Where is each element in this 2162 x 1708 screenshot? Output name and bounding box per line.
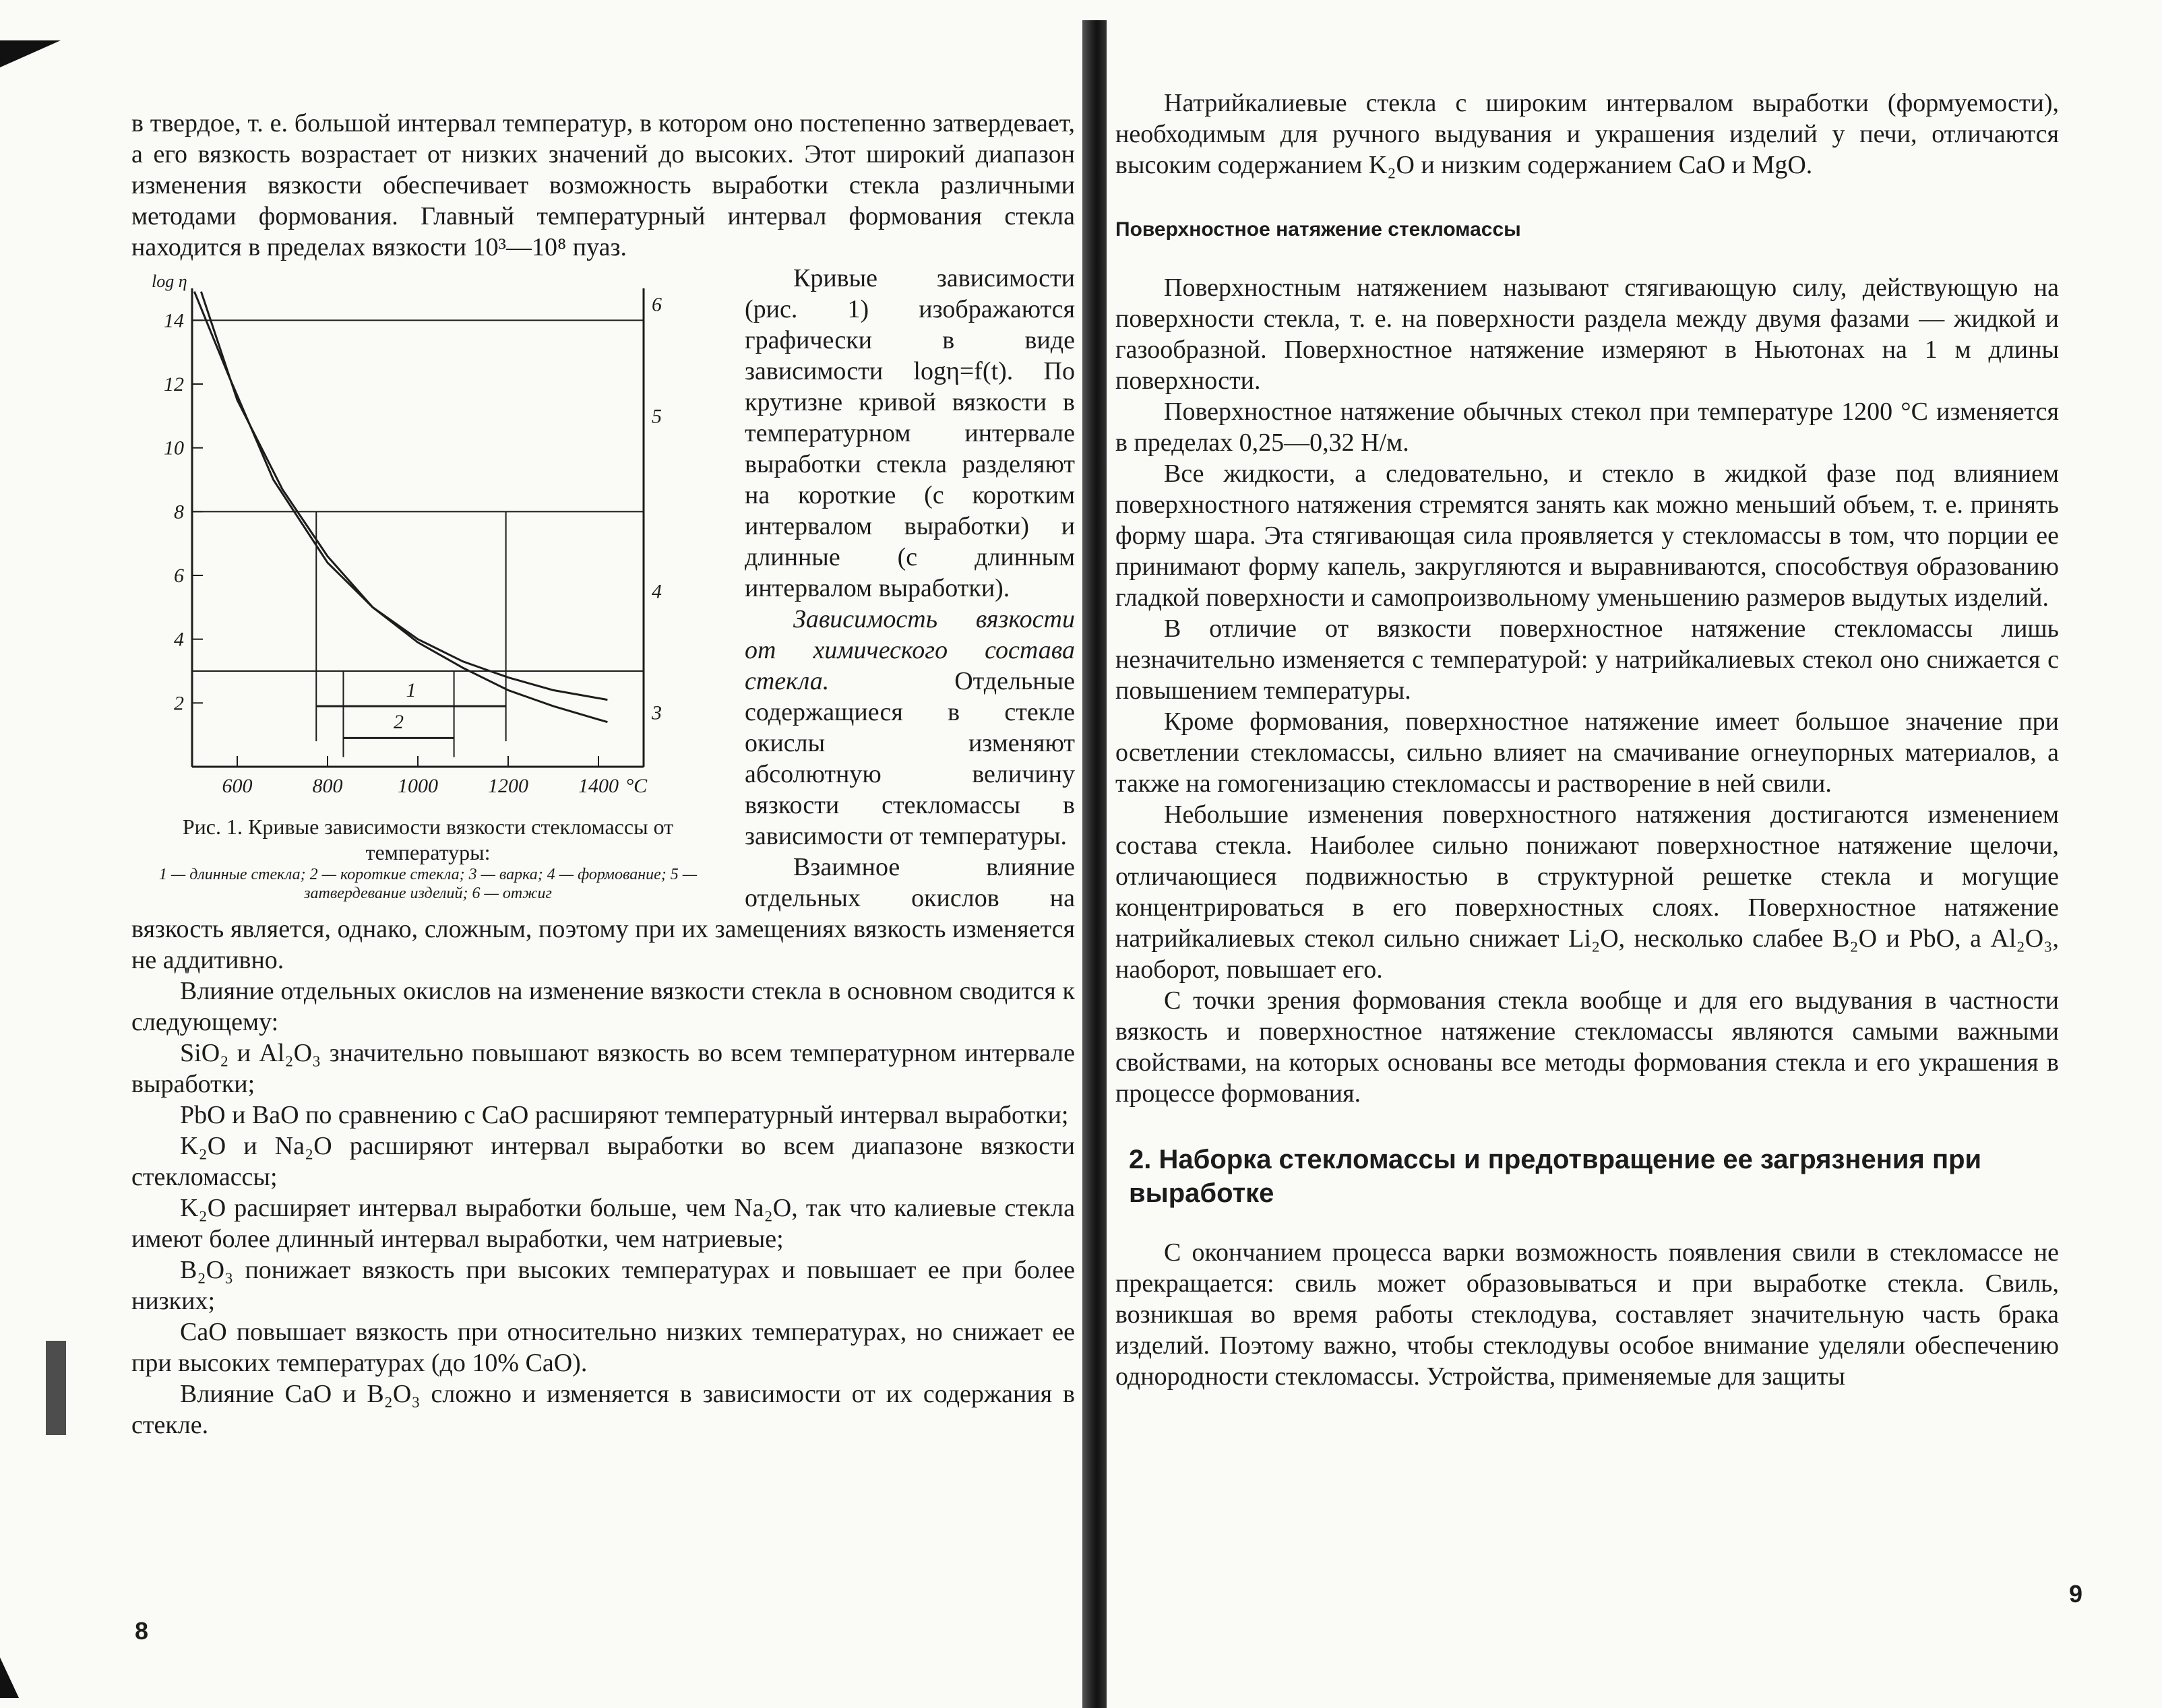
paragraph-pbo: PbO и BaO по сравнению с CaO расширяют температурный интервал выработки; — [180, 1101, 1069, 1129]
paragraph-natrikal: Натрийкалиевые стекла с широким интервалом выработки (формуемости), необходимым для ручного выдувания и украшения изделий у печи, отличаются высоким содержанием K₂O и низким содержанием CaO и MgO. — [1115, 89, 2059, 179]
figure-caption: Рис. 1. Кривые зависимости вязкости стекломассы от температуры: — [182, 815, 674, 864]
x-axis-unit-label: °C — [625, 775, 648, 797]
paragraph-cao: CaO повышает вязкость при относительно низких температурах, но снижает ее при высоких температурах (до 10% CaO). — [131, 1318, 1075, 1377]
x-tick-label: 1200 — [488, 775, 528, 797]
x-tick-label: 1000 — [398, 775, 438, 797]
y-axis-label: log η — [152, 272, 187, 291]
viscosity-chart — [131, 268, 718, 814]
paragraph-sio2: SiO₂ и Al₂O₃ значительно повышают вязкость во всем температурном интервале выработки; — [131, 1039, 1075, 1098]
y-tick-label: 10 — [164, 437, 184, 460]
page-number-right: 9 — [2069, 1580, 2083, 1608]
heading-section-2: 2. Наборка стекломассы и предотвращение ее загрязнения при выработке — [1129, 1145, 1982, 1208]
zone-label-4: 4 — [652, 580, 662, 603]
scan-corner-mark — [0, 40, 61, 67]
paragraph-surface-5: Кроме формования, поверхностное натяжение имеет большое значение при осветлении стекломассы, сильно влияет на смачивание огнеупорных материалов, а также на гомогенизацию стекломассы и растворение в ней свили. — [1115, 707, 2059, 798]
paragraph-surface-2: Поверхностное натяжение обычных стекол при температуре 1200 °C изменяется в пределах 0,25—0,32 Н/м. — [1115, 398, 2059, 457]
y-tick-label: 8 — [174, 501, 184, 524]
series-line-2 — [194, 292, 607, 722]
paragraph-surface-1: Поверхностным натяжением называют стягивающую силу, действующую на поверхности стекла, т. е. на поверхности раздела между двумя фазами — жидкой и газообразной. Поверхностное натяжение измеряют в Ньютонах на 1 м длины поверхности. — [1115, 274, 2059, 395]
y-tick-label: 4 — [174, 628, 184, 651]
italic-heading-chemical: Зависимость вязкости от химического состава стекла. — [745, 605, 1075, 695]
y-tick-label: 14 — [164, 309, 184, 332]
paragraph-surface-4: В отличие от вязкости поверхностное натяжение стекломассы лишь незначительно изменяется с температурой: у натрийкалиевых стекол оно снижается с повышением температуры. — [1115, 614, 2059, 705]
left-page — [131, 108, 1075, 1441]
x-tick-label: 800 — [312, 775, 343, 797]
paragraph-chemical-rest: Отдельные содержащиеся в стекле окислы изменяют абсолютную величину вязкости стекломассы в зависимости от температуры. — [745, 667, 1075, 850]
book-spine — [1082, 20, 1107, 1708]
y-tick-label: 6 — [174, 565, 184, 587]
paragraph-b2o3: B₂O₃ понижает вязкость при высоких температурах и повышает ее при более низких; — [131, 1256, 1075, 1315]
y-tick-label: 12 — [164, 373, 184, 396]
zone-label-3: 3 — [652, 701, 662, 724]
interval-label-1: 1 — [406, 678, 416, 701]
paragraph-k2o: K₂O расширяет интервал выработки больше, чем Na₂O, так что калиевые стекла имеют более длинный интервал выработки, чем натриевые; — [131, 1194, 1075, 1253]
paragraph-intro-1: в твердое, т. е. большой интервал температур, в котором оно постепенно затвердевает, а его вязкость возрастает от низких значений до высоких. Этот широкий диапазон изменения вязкости обеспечивает возможность выработки стекла различными методами формования. Главный температурный интервал формования стекла находится в пределах вязкости 10³—10⁸ пуаз. — [131, 109, 1075, 261]
paragraph-k2o-na2o: K₂O и Na₂O расширяют интервал выработки во всем диапазоне вязкости стекломассы; — [131, 1132, 1075, 1191]
zone-label-5: 5 — [652, 405, 662, 428]
x-tick-label: 600 — [222, 775, 253, 797]
y-tick-label: 2 — [174, 692, 184, 715]
page-number-left: 8 — [135, 1617, 149, 1645]
interval-label-2: 2 — [394, 711, 404, 734]
paragraph-curves: Кривые зависимости (рис. 1) изображаются графически в виде зависимости logη=f(t). По крутизне кривой вязкости в температурном интервале выработки стекла разделяют на короткие (с коротким интервалом выработки) и длинные (с длинным интервалом выработки). — [745, 264, 1075, 602]
heading-surface-tension: Поверхностное натяжение стекломассы — [1115, 218, 1521, 241]
paragraph-surface-3: Все жидкости, а следовательно, и стекло в жидкой фазе под влиянием поверхностного натяжения стремятся занять как можно меньший объем, т. е. принять форму шара. Эта стягивающая сила проявляется у стекломассы в том, что порции ее принимают форму капель, закругляются и выравниваются, способствуя образованию гладкой поверхности и самопроизвольному уменьшению размеров выдутых изделий. — [1115, 460, 2059, 612]
series-line-1 — [201, 292, 607, 700]
paragraph-surface-7: С точки зрения формования стекла вообще и для его выдувания в частности вязкость и поверхностное натяжение стекломассы являются самыми важными свойствами, на которых основаны все методы формования стекла и его украшения в процессе формования. — [1115, 986, 2059, 1108]
paragraph-naborka-1: С окончанием процесса варки возможность появления свили в стекломассе не прекращается: свиль может образовываться и при выработке стекла. Свиль, возникшая во время работы стеклодува, составляет значительную часть брака изделий. Поэтому важно, чтобы стеклодувы особое внимание уделяли обеспечению однородности стекломассы. Устройства, применяемые для защиты — [1115, 1238, 2059, 1391]
figure-legend: 1 — длинные стекла; 2 — короткие стекла; 3 — варка; 4 — формование; 5 — затвердевание изделий; 6 — отжиг — [158, 866, 698, 902]
paragraph-mutual: Взаимное влияние отдельных окислов на вязкость является, однако, сложным, поэтому при их замещениях вязкость изменяется не аддитивно. — [131, 853, 1075, 974]
paragraph-influence: Влияние отдельных окислов на изменение вязкости стекла в основном сводится к следующему: — [131, 977, 1075, 1036]
scan-margin-smudge — [46, 1341, 66, 1435]
paragraph-cao-b2o3: Влияние CaO и B₂O₃ сложно и изменяется в зависимости от их содержания в стекле. — [131, 1380, 1075, 1439]
zone-label-6: 6 — [652, 293, 662, 316]
scan-corner-mark-bottom — [0, 1657, 19, 1698]
figure-1 — [131, 268, 724, 903]
paragraph-surface-6: Небольшие изменения поверхностного натяжения достигаются изменением состава стекла. Наиболее сильно понижают поверхностное натяжение щелочи, отличающиеся подвижностью в структурной решетке стекла и могущие концентрироваться в его поверхностных слоях. Поверхностное натяжение натрийкалиевых стекол сильно снижает Li₂O, несколько слабее B₂O и PbO, а Al₂O₃, наоборот, повышает его. — [1115, 800, 2059, 984]
x-tick-label: 1400 — [578, 775, 619, 797]
right-page — [1115, 88, 2059, 1392]
